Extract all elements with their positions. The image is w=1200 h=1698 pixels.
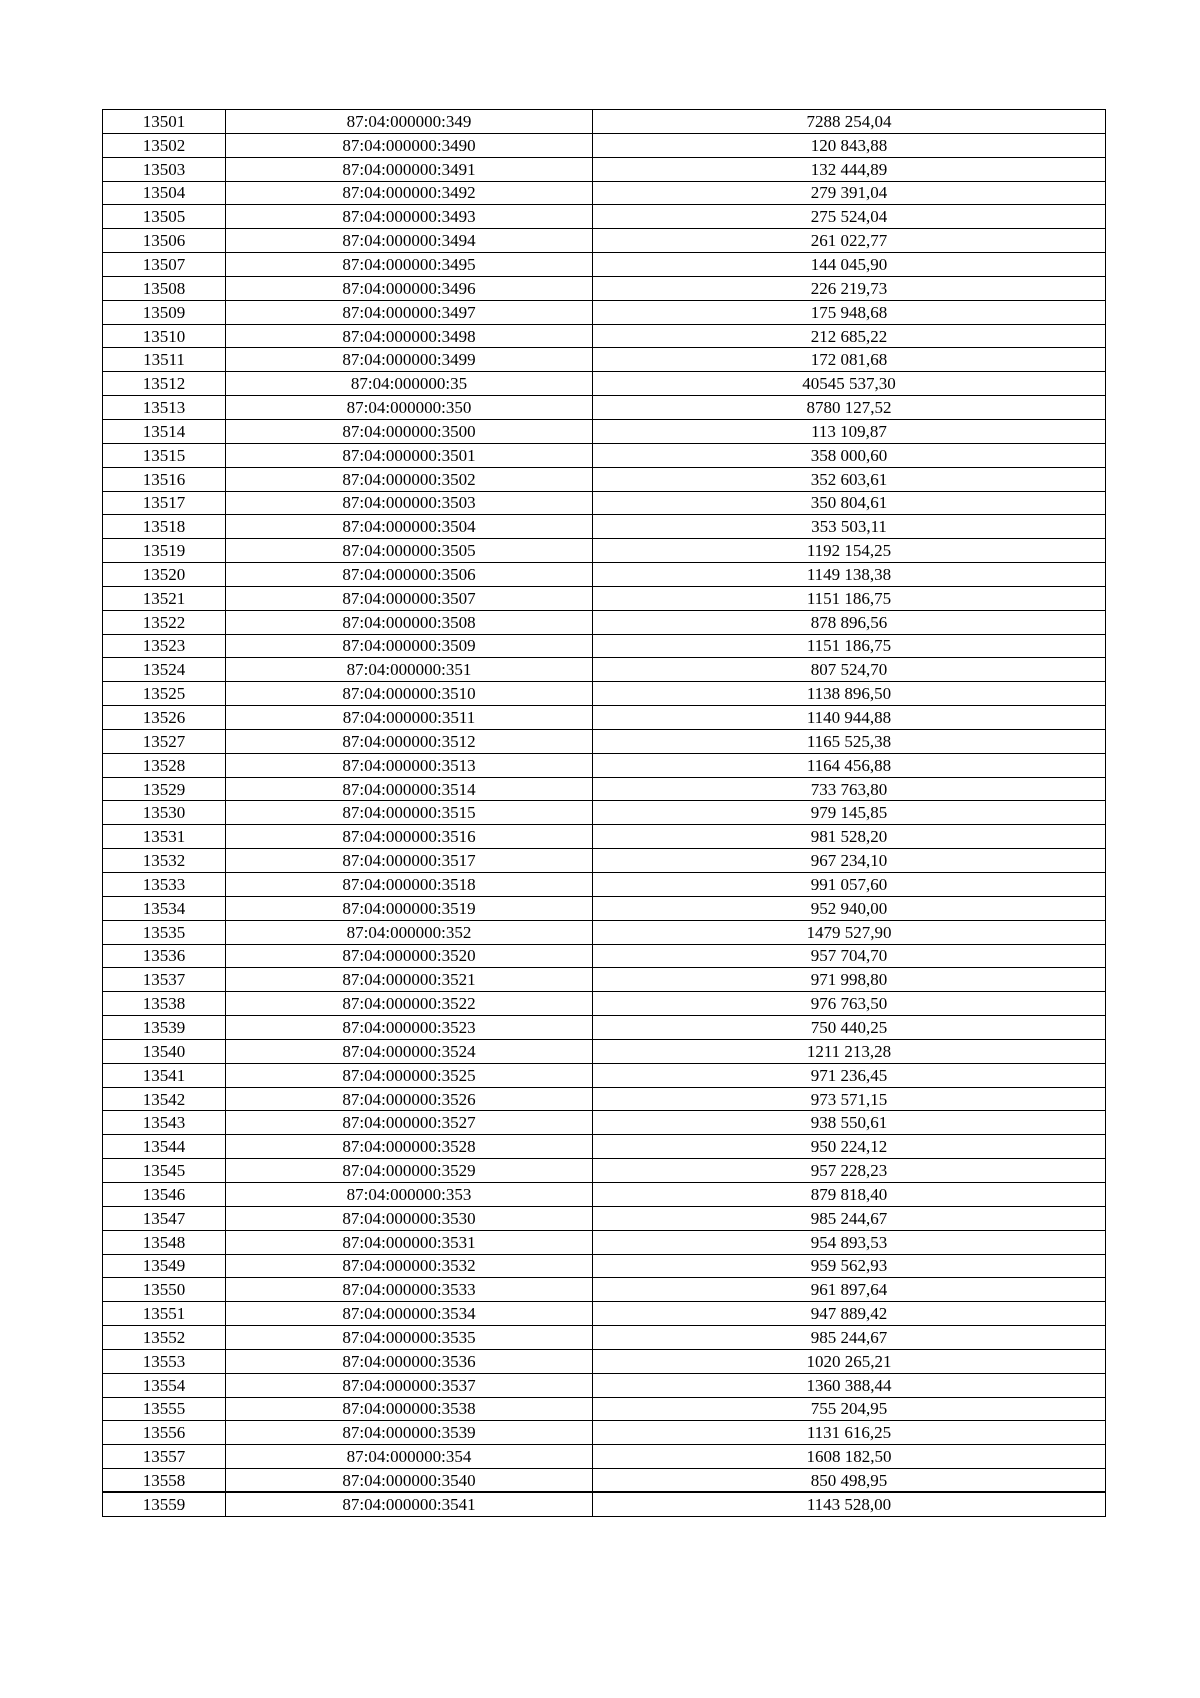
row-number-cell: 13502 (103, 133, 226, 157)
table-row (103, 944, 1106, 968)
cadastral-number-cell: 87:04:000000:3536 (226, 1349, 593, 1373)
row-number-cell: 13505 (103, 205, 226, 229)
cadastral-value-cell: 1608 182,50 (593, 1445, 1106, 1469)
cadastral-value-cell: 957 704,70 (593, 944, 1106, 968)
row-number-cell: 13520 (103, 563, 226, 587)
table-row (103, 1469, 1106, 1493)
row-number-cell: 13501 (103, 110, 226, 134)
row-number-cell: 13553 (103, 1349, 226, 1373)
table-row (103, 443, 1106, 467)
cadastral-value-cell: 132 444,89 (593, 157, 1106, 181)
cadastral-value-cell: 1131 616,25 (593, 1421, 1106, 1445)
row-number-cell: 13513 (103, 396, 226, 420)
cadastral-number-cell: 87:04:000000:3523 (226, 1016, 593, 1040)
cadastral-number-cell: 87:04:000000:3531 (226, 1230, 593, 1254)
cadastral-value-cell: 1479 527,90 (593, 920, 1106, 944)
row-number-cell: 13512 (103, 372, 226, 396)
cadastral-number-cell: 87:04:000000:3503 (226, 491, 593, 515)
cadastral-value-cell: 733 763,80 (593, 777, 1106, 801)
cadastral-value-cell: 979 145,85 (593, 801, 1106, 825)
cadastral-number-cell: 87:04:000000:3507 (226, 586, 593, 610)
cadastral-value-cell: 226 219,73 (593, 276, 1106, 300)
cadastral-value-cell: 1192 154,25 (593, 539, 1106, 563)
cadastral-number-cell: 87:04:000000:3530 (226, 1206, 593, 1230)
cadastral-value-cell: 8780 127,52 (593, 396, 1106, 420)
cadastral-number-cell: 87:04:000000:3527 (226, 1111, 593, 1135)
cadastral-value-cell: 750 440,25 (593, 1016, 1106, 1040)
row-number-cell: 13527 (103, 729, 226, 753)
table-row (103, 753, 1106, 777)
cadastral-value-cell: 1151 186,75 (593, 586, 1106, 610)
cadastral-number-cell: 87:04:000000:3519 (226, 896, 593, 920)
cadastral-value-cell: 1020 265,21 (593, 1349, 1106, 1373)
table-row (103, 682, 1106, 706)
row-number-cell: 13550 (103, 1278, 226, 1302)
cadastral-value-cell: 947 889,42 (593, 1302, 1106, 1326)
row-number-cell: 13508 (103, 276, 226, 300)
table-row (103, 1254, 1106, 1278)
row-number-cell: 13532 (103, 849, 226, 873)
cadastral-number-cell: 87:04:000000:3525 (226, 1063, 593, 1087)
cadastral-number-cell: 87:04:000000:3517 (226, 849, 593, 873)
row-number-cell: 13546 (103, 1182, 226, 1206)
cadastral-number-cell: 87:04:000000:3510 (226, 682, 593, 706)
cadastral-number-cell: 87:04:000000:3537 (226, 1373, 593, 1397)
table-row (103, 992, 1106, 1016)
row-number-cell: 13506 (103, 229, 226, 253)
cadastral-value-cell: 144 045,90 (593, 253, 1106, 277)
cadastral-value-cell: 40545 537,30 (593, 372, 1106, 396)
cadastral-value-cell: 175 948,68 (593, 300, 1106, 324)
table-row (103, 348, 1106, 372)
cadastral-value-cell: 279 391,04 (593, 181, 1106, 205)
row-number-cell: 13510 (103, 324, 226, 348)
cadastral-value-cell: 1143 528,00 (593, 1492, 1106, 1516)
cadastral-value-cell: 985 244,67 (593, 1326, 1106, 1350)
cadastral-number-cell: 87:04:000000:3522 (226, 992, 593, 1016)
cadastral-number-cell: 87:04:000000:3496 (226, 276, 593, 300)
table-row (103, 1063, 1106, 1087)
table-row (103, 1397, 1106, 1421)
cadastral-number-cell: 87:04:000000:354 (226, 1445, 593, 1469)
table-row (103, 229, 1106, 253)
cadastral-number-cell: 87:04:000000:3504 (226, 515, 593, 539)
cadastral-value-cell: 350 804,61 (593, 491, 1106, 515)
cadastral-value-cell: 976 763,50 (593, 992, 1106, 1016)
cadastral-number-cell: 87:04:000000:3511 (226, 706, 593, 730)
cadastral-value-cell: 275 524,04 (593, 205, 1106, 229)
cadastral-value-table (102, 109, 1106, 1517)
row-number-cell: 13519 (103, 539, 226, 563)
cadastral-number-cell: 87:04:000000:353 (226, 1182, 593, 1206)
cadastral-number-cell: 87:04:000000:3501 (226, 443, 593, 467)
row-number-cell: 13515 (103, 443, 226, 467)
cadastral-value-cell: 807 524,70 (593, 658, 1106, 682)
row-number-cell: 13559 (103, 1492, 226, 1516)
table-body (103, 110, 1106, 1517)
table-row (103, 1039, 1106, 1063)
row-number-cell: 13547 (103, 1206, 226, 1230)
cadastral-number-cell: 87:04:000000:352 (226, 920, 593, 944)
row-number-cell: 13555 (103, 1397, 226, 1421)
cadastral-value-cell: 113 109,87 (593, 419, 1106, 443)
table-row (103, 491, 1106, 515)
cadastral-value-cell: 959 562,93 (593, 1254, 1106, 1278)
cadastral-number-cell: 87:04:000000:3498 (226, 324, 593, 348)
cadastral-number-cell: 87:04:000000:3500 (226, 419, 593, 443)
cadastral-value-cell: 353 503,11 (593, 515, 1106, 539)
row-number-cell: 13548 (103, 1230, 226, 1254)
cadastral-number-cell: 87:04:000000:3512 (226, 729, 593, 753)
row-number-cell: 13539 (103, 1016, 226, 1040)
table-row (103, 539, 1106, 563)
table-row (103, 849, 1106, 873)
table-row (103, 467, 1106, 491)
cadastral-value-cell: 1140 944,88 (593, 706, 1106, 730)
row-number-cell: 13533 (103, 873, 226, 897)
cadastral-number-cell: 87:04:000000:3508 (226, 610, 593, 634)
row-number-cell: 13549 (103, 1254, 226, 1278)
row-number-cell: 13526 (103, 706, 226, 730)
row-number-cell: 13531 (103, 825, 226, 849)
cadastral-number-cell: 87:04:000000:3505 (226, 539, 593, 563)
table-row (103, 157, 1106, 181)
table-row (103, 1135, 1106, 1159)
cadastral-number-cell: 87:04:000000:3494 (226, 229, 593, 253)
cadastral-number-cell: 87:04:000000:3493 (226, 205, 593, 229)
cadastral-number-cell: 87:04:000000:3529 (226, 1159, 593, 1183)
cadastral-number-cell: 87:04:000000:3516 (226, 825, 593, 849)
cadastral-value-cell: 878 896,56 (593, 610, 1106, 634)
table-row (103, 563, 1106, 587)
cadastral-number-cell: 87:04:000000:3491 (226, 157, 593, 181)
row-number-cell: 13523 (103, 634, 226, 658)
row-number-cell: 13542 (103, 1087, 226, 1111)
cadastral-value-cell: 981 528,20 (593, 825, 1106, 849)
table-row (103, 1111, 1106, 1135)
cadastral-number-cell: 87:04:000000:3541 (226, 1492, 593, 1516)
table-row (103, 133, 1106, 157)
table-row (103, 1445, 1106, 1469)
table-row (103, 1326, 1106, 1350)
row-number-cell: 13558 (103, 1469, 226, 1493)
table-row (103, 1492, 1106, 1516)
row-number-cell: 13535 (103, 920, 226, 944)
cadastral-value-cell: 1164 456,88 (593, 753, 1106, 777)
row-number-cell: 13525 (103, 682, 226, 706)
row-number-cell: 13517 (103, 491, 226, 515)
cadastral-number-cell: 87:04:000000:3502 (226, 467, 593, 491)
cadastral-number-cell: 87:04:000000:3524 (226, 1039, 593, 1063)
table-row (103, 110, 1106, 134)
table-row (103, 801, 1106, 825)
cadastral-value-cell: 991 057,60 (593, 873, 1106, 897)
cadastral-number-cell: 87:04:000000:3520 (226, 944, 593, 968)
row-number-cell: 13529 (103, 777, 226, 801)
cadastral-value-cell: 961 897,64 (593, 1278, 1106, 1302)
table-row (103, 1421, 1106, 1445)
cadastral-number-cell: 87:04:000000:351 (226, 658, 593, 682)
cadastral-number-cell: 87:04:000000:3539 (226, 1421, 593, 1445)
row-number-cell: 13538 (103, 992, 226, 1016)
table-row (103, 610, 1106, 634)
row-number-cell: 13511 (103, 348, 226, 372)
row-number-cell: 13554 (103, 1373, 226, 1397)
row-number-cell: 13536 (103, 944, 226, 968)
cadastral-number-cell: 87:04:000000:3506 (226, 563, 593, 587)
row-number-cell: 13545 (103, 1159, 226, 1183)
row-number-cell: 13540 (103, 1039, 226, 1063)
row-number-cell: 13556 (103, 1421, 226, 1445)
cadastral-value-cell: 967 234,10 (593, 849, 1106, 873)
table-row (103, 706, 1106, 730)
cadastral-value-cell: 957 228,23 (593, 1159, 1106, 1183)
cadastral-number-cell: 87:04:000000:3492 (226, 181, 593, 205)
table-row (103, 419, 1106, 443)
row-number-cell: 13551 (103, 1302, 226, 1326)
row-number-cell: 13544 (103, 1135, 226, 1159)
table-row (103, 658, 1106, 682)
cadastral-value-cell: 973 571,15 (593, 1087, 1106, 1111)
cadastral-value-cell: 952 940,00 (593, 896, 1106, 920)
table-row (103, 729, 1106, 753)
cadastral-number-cell: 87:04:000000:3515 (226, 801, 593, 825)
table-row (103, 396, 1106, 420)
cadastral-value-cell: 1360 388,44 (593, 1373, 1106, 1397)
row-number-cell: 13537 (103, 968, 226, 992)
table-row (103, 1206, 1106, 1230)
cadastral-value-cell: 1211 213,28 (593, 1039, 1106, 1063)
cadastral-number-cell: 87:04:000000:3528 (226, 1135, 593, 1159)
cadastral-number-cell: 87:04:000000:3532 (226, 1254, 593, 1278)
table-row (103, 324, 1106, 348)
cadastral-value-cell: 985 244,67 (593, 1206, 1106, 1230)
cadastral-value-cell: 1149 138,38 (593, 563, 1106, 587)
cadastral-number-cell: 87:04:000000:3499 (226, 348, 593, 372)
cadastral-number-cell: 87:04:000000:3540 (226, 1469, 593, 1493)
row-number-cell: 13524 (103, 658, 226, 682)
cadastral-value-cell: 7288 254,04 (593, 110, 1106, 134)
table-row (103, 1302, 1106, 1326)
cadastral-number-cell: 87:04:000000:3518 (226, 873, 593, 897)
cadastral-number-cell: 87:04:000000:349 (226, 110, 593, 134)
table-row (103, 968, 1106, 992)
cadastral-value-cell: 1165 525,38 (593, 729, 1106, 753)
row-number-cell: 13552 (103, 1326, 226, 1350)
table-row (103, 1016, 1106, 1040)
cadastral-value-cell: 971 998,80 (593, 968, 1106, 992)
table-row (103, 1230, 1106, 1254)
table-row (103, 586, 1106, 610)
table-row (103, 873, 1106, 897)
cadastral-value-cell: 879 818,40 (593, 1182, 1106, 1206)
cadastral-number-cell: 87:04:000000:3513 (226, 753, 593, 777)
cadastral-number-cell: 87:04:000000:3495 (226, 253, 593, 277)
row-number-cell: 13514 (103, 419, 226, 443)
cadastral-value-cell: 1151 186,75 (593, 634, 1106, 658)
cadastral-number-cell: 87:04:000000:3538 (226, 1397, 593, 1421)
row-number-cell: 13530 (103, 801, 226, 825)
table-row (103, 1087, 1106, 1111)
row-number-cell: 13516 (103, 467, 226, 491)
cadastral-number-cell: 87:04:000000:3514 (226, 777, 593, 801)
cadastral-value-cell: 212 685,22 (593, 324, 1106, 348)
table-row (103, 1278, 1106, 1302)
cadastral-number-cell: 87:04:000000:3535 (226, 1326, 593, 1350)
row-number-cell: 13521 (103, 586, 226, 610)
row-number-cell: 13522 (103, 610, 226, 634)
cadastral-value-cell: 954 893,53 (593, 1230, 1106, 1254)
table-row (103, 1182, 1106, 1206)
table-row (103, 372, 1106, 396)
row-number-cell: 13543 (103, 1111, 226, 1135)
row-number-cell: 13534 (103, 896, 226, 920)
table-row (103, 253, 1106, 277)
table-row (103, 634, 1106, 658)
cadastral-value-cell: 938 550,61 (593, 1111, 1106, 1135)
table-row (103, 825, 1106, 849)
cadastral-value-cell: 172 081,68 (593, 348, 1106, 372)
cadastral-number-cell: 87:04:000000:3509 (226, 634, 593, 658)
cadastral-number-cell: 87:04:000000:3526 (226, 1087, 593, 1111)
cadastral-number-cell: 87:04:000000:3490 (226, 133, 593, 157)
cadastral-number-cell: 87:04:000000:350 (226, 396, 593, 420)
table-row (103, 920, 1106, 944)
cadastral-value-cell: 850 498,95 (593, 1469, 1106, 1493)
cadastral-value-cell: 261 022,77 (593, 229, 1106, 253)
cadastral-value-cell: 358 000,60 (593, 443, 1106, 467)
table-row (103, 1349, 1106, 1373)
cadastral-number-cell: 87:04:000000:3534 (226, 1302, 593, 1326)
cadastral-value-cell: 120 843,88 (593, 133, 1106, 157)
cadastral-number-cell: 87:04:000000:3497 (226, 300, 593, 324)
row-number-cell: 13503 (103, 157, 226, 181)
cadastral-value-cell: 1138 896,50 (593, 682, 1106, 706)
table-row (103, 300, 1106, 324)
cadastral-value-cell: 971 236,45 (593, 1063, 1106, 1087)
table-row (103, 205, 1106, 229)
cadastral-number-cell: 87:04:000000:3533 (226, 1278, 593, 1302)
table-row (103, 515, 1106, 539)
table-row (103, 1159, 1106, 1183)
cadastral-value-cell: 352 603,61 (593, 467, 1106, 491)
table-row (103, 896, 1106, 920)
cadastral-value-cell: 950 224,12 (593, 1135, 1106, 1159)
row-number-cell: 13518 (103, 515, 226, 539)
row-number-cell: 13528 (103, 753, 226, 777)
table-row (103, 777, 1106, 801)
cadastral-number-cell: 87:04:000000:35 (226, 372, 593, 396)
table-row (103, 181, 1106, 205)
row-number-cell: 13541 (103, 1063, 226, 1087)
row-number-cell: 13507 (103, 253, 226, 277)
table-row (103, 1373, 1106, 1397)
row-number-cell: 13509 (103, 300, 226, 324)
table-row (103, 276, 1106, 300)
row-number-cell: 13504 (103, 181, 226, 205)
cadastral-value-cell: 755 204,95 (593, 1397, 1106, 1421)
row-number-cell: 13557 (103, 1445, 226, 1469)
cadastral-number-cell: 87:04:000000:3521 (226, 968, 593, 992)
